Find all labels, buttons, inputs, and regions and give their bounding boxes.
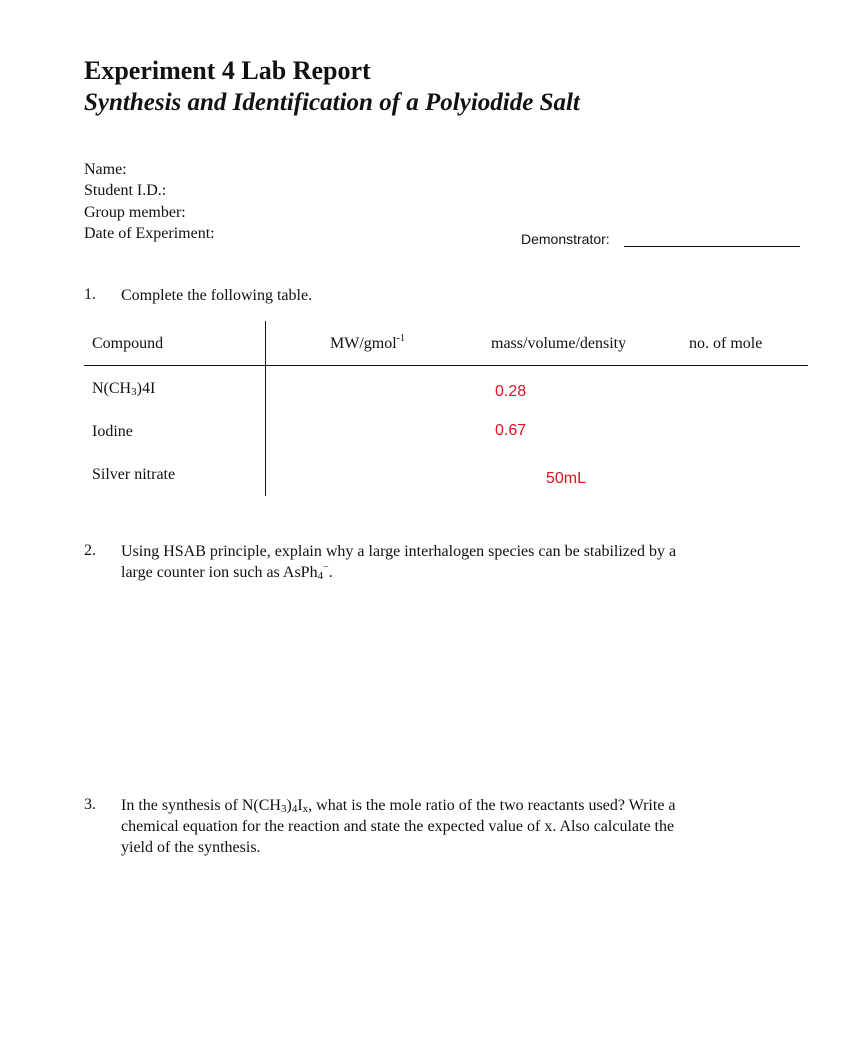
question-1-number: 1. (84, 286, 96, 303)
question-2-line-1: Using HSAB principle, explain why a large interhalogen species can be stabilized by a (121, 543, 677, 560)
volume-value-cell: 50mL (546, 470, 587, 487)
question-3-text-part: ) (286, 797, 292, 814)
question-3-text-part: In the synthesis of N(CH (121, 797, 281, 814)
compound-cell: Iodine (92, 423, 133, 440)
student-id-label: Student I.D.: (84, 182, 167, 199)
header-compound: Compound (92, 335, 164, 352)
question-2-line-2 (121, 562, 781, 583)
question-3-number: 3. (84, 796, 96, 813)
page-title: Experiment 4 Lab Report (84, 56, 371, 85)
question-3-subscript: x (302, 803, 309, 815)
compound-cell: Silver nitrate (92, 466, 176, 483)
question-3-line-1 (121, 795, 781, 816)
header-no-of-mole: no. of mole (689, 335, 763, 352)
question-3-subscript: 4 (291, 803, 298, 815)
question-3-text-part: , what is the mole ratio of the two reactants used? Write a (308, 797, 676, 814)
table-header-divider-left (84, 365, 266, 366)
question-2-subscript: 4 (317, 570, 324, 582)
demonstrator-label: Demonstrator: (521, 231, 610, 247)
question-2-line-2-text: large counter ion such as AsPh (121, 564, 318, 581)
demonstrator-field-line (624, 246, 800, 247)
question-1-text (121, 285, 781, 306)
question-3-text (121, 795, 781, 858)
compound-part: )4I (136, 380, 156, 397)
compound-subscript: 3 (131, 386, 137, 398)
date-of-experiment-label: Date of Experiment: (84, 225, 215, 242)
mass-value-cell: 0.28 (495, 383, 527, 400)
question-2-line-2-end: . (328, 564, 333, 581)
mass-value-cell: 0.67 (495, 422, 527, 439)
page-subtitle: Synthesis and Identification of a Polyiodide Salt (84, 89, 580, 116)
header-mw (330, 334, 405, 354)
table-vertical-divider (265, 321, 266, 496)
question-2-number: 2. (84, 542, 96, 559)
table-header-divider-right (266, 365, 808, 366)
header-mass-volume-density: mass/volume/density (491, 335, 627, 352)
question-3-line-3: yield of the synthesis. (121, 839, 261, 856)
name-label: Name: (84, 161, 127, 178)
question-3-line-2: chemical equation for the reaction and state the expected value of x. Also calculate the (121, 818, 675, 835)
header-mw-exponent: -1 (396, 333, 406, 344)
compound-part: N(CH (92, 380, 132, 397)
question-3-subscript: 3 (280, 803, 287, 815)
question-3-text-part: I (297, 797, 303, 814)
question-2-text (121, 541, 781, 583)
question-2-superscript: − (323, 562, 329, 573)
group-member-label: Group member: (84, 204, 186, 221)
header-mw-base: MW/gmol (330, 335, 397, 352)
compound-cell (92, 379, 155, 399)
question-1-line: Complete the following table. (121, 287, 313, 304)
